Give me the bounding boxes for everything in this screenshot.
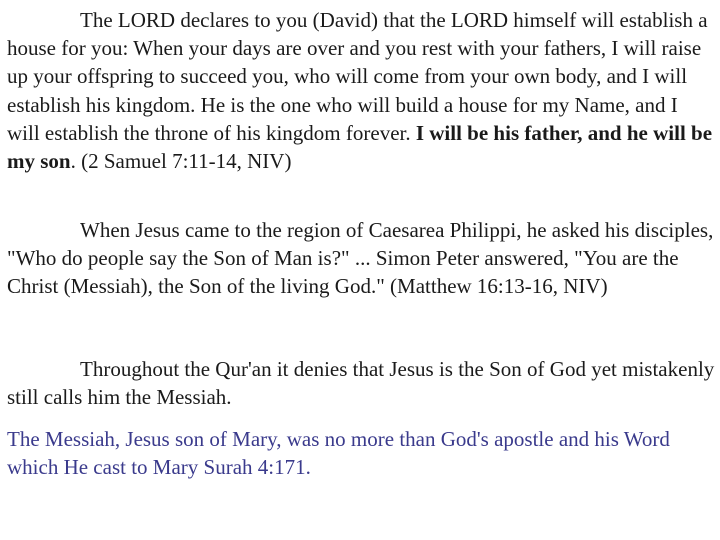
surah-quote-paragraph	[7, 425, 715, 481]
matthew-quote-text: When Jesus came to the region of Caesarea Philippi, he asked his disciples, "Who do people say the Son of Man is?" ... Simon Peter answered, "You are the Christ (Messiah), the Son of the living God." (Matthew 16:13-16, NIV)	[7, 218, 714, 299]
samuel-quote-paragraph	[7, 6, 715, 175]
surah-quote-text: The Messiah, Jesus son of Mary, was no more than God's apostle and his Word which He cast to Mary Surah 4:171.	[7, 427, 670, 480]
samuel-quote-bold: I will be his father, and he will be my son	[7, 120, 713, 174]
samuel-quote-citation: . (2 Samuel 7:11-14, NIV)	[70, 149, 292, 174]
matthew-quote-paragraph	[7, 216, 715, 301]
quran-statement-text: Throughout the Qur'an it denies that Jesus is the Son of God yet mistakenly still calls him the Messiah.	[7, 357, 715, 410]
quran-statement-paragraph	[7, 355, 715, 411]
samuel-quote-text: The LORD declares to you (David) that the LORD himself will establish a house for you: When your days are over and you rest with your fathers, I will raise up your offspring to succeed you, who will come from your own body, and I will establish his kingdom. He is the one who will build a house for my Name, and I will establish the throne of his kingdom forever.	[7, 8, 708, 145]
